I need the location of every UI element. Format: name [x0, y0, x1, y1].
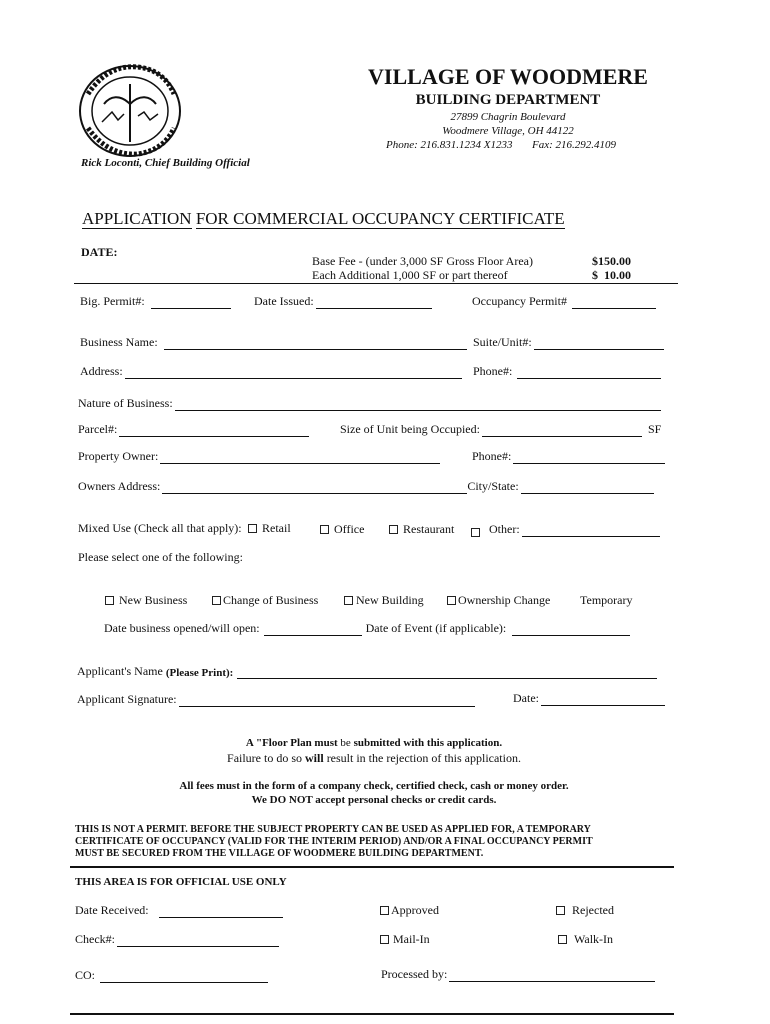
applicant-name-note: (Please Print): — [165, 667, 234, 679]
co-label: CO: — [75, 968, 96, 982]
suite-field[interactable] — [473, 335, 664, 350]
mail-in-option[interactable] — [380, 932, 430, 947]
check-number-input[interactable] — [117, 935, 279, 947]
department-name: BUILDING DEPARTMENT — [415, 92, 601, 108]
option-new-building-label: New Building — [356, 593, 424, 607]
business-name-input[interactable] — [164, 338, 467, 350]
checkbox-icon[interactable] — [389, 525, 398, 534]
approved-label: Approved — [391, 903, 439, 917]
checkbox-icon[interactable] — [344, 596, 353, 605]
city-state-label: City/State: — [467, 479, 519, 493]
phone-number: Phone: 216.831.1234 X1233 — [386, 139, 513, 151]
property-owner-input[interactable] — [160, 452, 440, 464]
co-input[interactable] — [100, 971, 268, 983]
processed-by-label: Processed by: — [381, 967, 448, 981]
mixed-use-restaurant[interactable] — [389, 522, 454, 537]
date-opened-field[interactable] — [104, 621, 630, 636]
fees-note: All fees must in the form of a company check, certified check, cash or money order. — [179, 780, 569, 792]
option-new-building[interactable] — [344, 593, 424, 608]
fax-number: Fax: 216.292.4109 — [531, 139, 616, 151]
suite-label: Suite/Unit#: — [473, 335, 532, 349]
warning-line-1: THIS IS NOT A PERMIT. BEFORE THE SUBJECT PROPERTY CAN BE USED AS APPLIED FOR, A TEMPORARY — [75, 824, 591, 835]
walk-in-option[interactable] — [558, 932, 613, 947]
owner-phone-label: Phone#: — [472, 449, 512, 463]
floor-plan-note-c: submitted with this application. — [353, 737, 503, 749]
address-field[interactable] — [80, 364, 462, 379]
address-line-1: 27899 Chagrin Boulevard — [450, 111, 566, 123]
floor-plan-note — [74, 737, 674, 749]
parcel-label: Parcel#: — [78, 422, 118, 436]
failure-note-a: Failure to do so — [227, 751, 303, 765]
property-owner-label: Property Owner: — [78, 449, 159, 463]
seal-icon — [78, 64, 182, 158]
phone-field[interactable] — [473, 364, 661, 379]
unit-size-field[interactable] — [340, 422, 661, 437]
no-personal-checks-note: We DO NOT accept personal checks or credit cards. — [251, 794, 497, 806]
village-seal — [78, 64, 182, 158]
checkbox-icon[interactable] — [320, 525, 329, 534]
mixed-use-other[interactable] — [471, 522, 660, 537]
mail-in-label: Mail-In — [393, 932, 430, 946]
signature-input[interactable] — [179, 695, 475, 707]
nature-input[interactable] — [175, 399, 661, 411]
occupancy-permit-input[interactable] — [572, 297, 656, 309]
owner-phone-input[interactable] — [513, 452, 665, 464]
mixed-use-other-label: Other: — [489, 522, 520, 536]
mixed-use-label: Mixed Use (Check all that apply): — [78, 521, 242, 535]
date-received-input[interactable] — [159, 906, 283, 918]
occupancy-permit-label: Occupancy Permit# — [472, 294, 567, 308]
signature-date-label: Date: — [513, 691, 539, 705]
parcel-field[interactable] — [78, 422, 309, 437]
warning-line-3: MUST BE SECURED FROM THE VILLAGE OF WOODMERE BUILDING DEPARTMENT. — [75, 848, 484, 859]
applicant-name-label: Applicant's Name — [77, 664, 163, 678]
nature-label: Nature of Business: — [78, 396, 173, 410]
co-field[interactable] — [75, 968, 268, 983]
phone-input[interactable] — [517, 367, 661, 379]
option-ownership-change[interactable] — [447, 593, 550, 608]
checkbox-icon[interactable] — [248, 524, 257, 533]
unit-size-label: Size of Unit being Occupied: — [340, 422, 480, 436]
warning-line-2: CERTIFICATE OF OCCUPANCY (VALID FOR THE INTERIM PERIOD) AND/OR A FINAL OCCUPANCY PERMIT — [75, 836, 593, 847]
date-issued-input[interactable] — [316, 297, 432, 309]
owners-address-field[interactable] — [78, 479, 654, 494]
option-new-business[interactable] — [105, 593, 187, 608]
chief-building-official: Rick Loconti, Chief Building Official — [81, 157, 250, 169]
checkbox-icon[interactable] — [380, 935, 389, 944]
option-new-business-label: New Business — [119, 593, 188, 607]
owners-address-label: Owners Address: — [78, 479, 161, 493]
mixed-use-office[interactable] — [320, 522, 364, 537]
mixed-use-retail-label: Retail — [262, 521, 291, 535]
date-issued-label: Date Issued: — [254, 294, 314, 308]
unit-size-unit: SF — [647, 422, 662, 436]
checkbox-icon[interactable] — [212, 596, 221, 605]
option-change-of-business[interactable] — [212, 593, 318, 608]
date-received-label: Date Received: — [75, 903, 149, 917]
failure-note-b: will — [305, 751, 324, 765]
unit-size-input[interactable] — [482, 425, 642, 437]
select-one-label: Please select one of the following: — [78, 550, 243, 564]
additional-fee-label: Each Additional 1,000 SF or part thereof — [312, 268, 508, 282]
property-owner-field[interactable] — [78, 449, 440, 464]
checkbox-icon[interactable] — [380, 906, 389, 915]
applicant-name-field[interactable] — [77, 664, 657, 679]
owners-address-input[interactable] — [162, 482, 467, 494]
applicant-name-input[interactable] — [237, 667, 657, 679]
address-line-2: Woodmere Village, OH 44122 — [442, 125, 574, 137]
owner-phone-field[interactable] — [472, 449, 665, 464]
village-name: VILLAGE OF WOODMERE — [368, 64, 648, 89]
floor-plan-note-a: A "Floor Plan must — [245, 737, 338, 749]
address-label: Address: — [80, 364, 123, 378]
date-opened-label: Date business opened/will open: — [104, 621, 260, 635]
address-input[interactable] — [125, 367, 462, 379]
base-fee-label: Base Fee - (under 3,000 SF Gross Floor Area) — [312, 254, 533, 268]
bldg-permit-label: Big. Permit#: — [80, 294, 145, 308]
signature-date-field[interactable] — [513, 691, 665, 706]
checkbox-icon[interactable] — [556, 906, 565, 915]
official-use-divider — [70, 866, 674, 868]
failure-note-c: result in the rejection of this application. — [326, 751, 521, 765]
checkbox-icon[interactable] — [105, 596, 114, 605]
bldg-permit-input[interactable] — [151, 297, 231, 309]
form-title-part-1: APPLICATION — [82, 209, 192, 228]
signature-date-input[interactable] — [541, 694, 665, 706]
official-use-heading: THIS AREA IS FOR OFFICIAL USE ONLY — [75, 876, 287, 888]
suite-input[interactable] — [534, 338, 664, 350]
date-label: DATE: — [81, 245, 118, 259]
date-event-input[interactable] — [512, 624, 630, 636]
option-temporary[interactable]: Temporary — [580, 593, 633, 607]
form-title-part-2: FOR COMMERCIAL OCCUPANCY CERTIFICATE — [195, 209, 565, 228]
phone-label: Phone#: — [473, 364, 513, 378]
date-issued-field[interactable] — [254, 294, 432, 309]
checkbox-icon[interactable] — [471, 528, 480, 537]
mixed-use-retail[interactable] — [248, 521, 291, 536]
option-change-of-business-label: Change of Business — [223, 593, 319, 607]
additional-fee-value: $ 10.00 — [592, 268, 631, 282]
floor-plan-note-b: be — [340, 737, 351, 749]
business-name-field[interactable] — [80, 335, 467, 350]
mixed-use-restaurant-label: Restaurant — [403, 522, 455, 536]
check-number-field[interactable] — [75, 932, 279, 947]
check-number-label: Check#: — [75, 932, 115, 946]
business-name-label: Business Name: — [80, 335, 158, 349]
bldg-permit-field[interactable] — [80, 294, 231, 309]
processed-by-field[interactable] — [381, 967, 655, 982]
date-event-label: Date of Event (if applicable): — [365, 621, 507, 635]
rejected-label: Rejected — [572, 903, 614, 917]
signature-label: Applicant Signature: — [77, 692, 177, 706]
form-title — [82, 209, 565, 229]
option-ownership-change-label: Ownership Change — [458, 593, 551, 607]
approved-option[interactable] — [380, 903, 439, 918]
signature-field[interactable] — [77, 692, 475, 707]
city-state-input[interactable] — [521, 482, 654, 494]
mixed-use-other-input[interactable] — [522, 525, 660, 537]
checkbox-icon[interactable] — [558, 935, 567, 944]
failure-note — [74, 751, 674, 766]
checkbox-icon[interactable] — [447, 596, 456, 605]
processed-by-input[interactable] — [449, 970, 655, 982]
rejected-option[interactable] — [556, 903, 614, 918]
parcel-input[interactable] — [119, 425, 309, 437]
nature-field[interactable] — [78, 396, 661, 411]
mixed-use-office-label: Office — [334, 522, 365, 536]
base-fee-value: $150.00 — [592, 254, 631, 268]
date-opened-input[interactable] — [264, 624, 362, 636]
occupancy-permit-field[interactable] — [472, 294, 656, 309]
fee-divider — [74, 283, 678, 284]
walk-in-label: Walk-In — [574, 932, 614, 946]
footer-divider — [70, 1013, 674, 1015]
phone-fax-line — [386, 139, 616, 151]
date-received-field[interactable] — [75, 903, 283, 918]
